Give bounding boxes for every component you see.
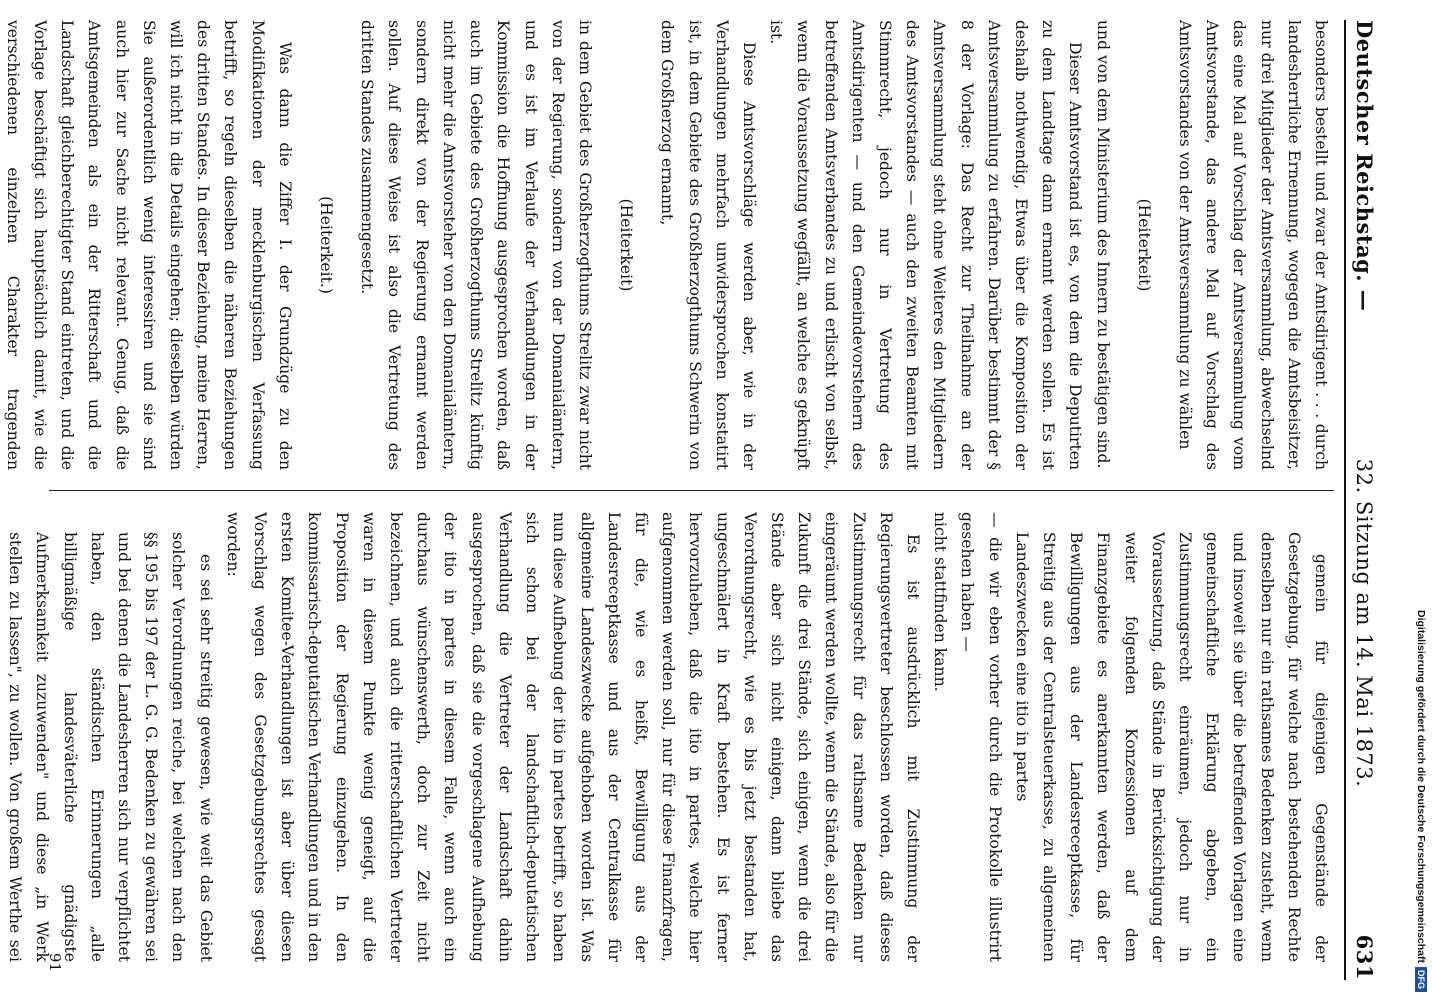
running-head bbox=[1344, 20, 1384, 980]
paragraph: (Heiterkeit) bbox=[1134, 198, 1153, 292]
paragraph: (Heiterkeit.) bbox=[317, 196, 336, 294]
paragraph: Dieser Amtsvorstand ist es, von dem die Deputirten zu dem Landtage dann ernannt werden sollen. Es ist deshalb nothwendig, Etwas über die Komposition der Amtsversammlung zu erfahren. Darüber bestimmt der § 8 der Vorlage: Das Recht zur Theilnahme an der Amtsversammlung steht ohne Weiteres den Mitgliedern des Amtsvorstandes — auch den zweiten Beamten mit Stimmrecht, jedoch nur in Vertretung des Amtsdirigenten — und den Gemeindevorstehern des betreffenden Amtsverbandes zu und erlischt von selbst, wenn die Voraussetzung wegfällt, an welche es geknüpft ist. bbox=[767, 20, 1085, 470]
paragraph: in dem Gebiet des Großherzogthums Strelitz zwar nicht von der Regierung, sondern von der Domanialämtern, und es ist im Verlaufe der Verhandlungen in der Kommission die Hoffnung ausgesprochen worden, daß auch im Gebiete des Großherzogthums Strelitz künftig nicht mehr die Amtsvorsteher von den Domanialämtern, sondern direkt von der Regierung ernannt werden sollen. Auf diese Weise ist also die Vertretung des dritten Standes zusammengesetzt. bbox=[358, 20, 594, 470]
paragraph: es sei sehr streitig gewesen, wie weit das Gebiet solcher Verordnungen reiche, bei welchen nach den §§ 195 bis 197 der L. G. G. Bedenken zu gewähren sei und bei denen die Landesherren sich nur verpflichtet haben, den ständischen Erinnerungen „alle billigmäßige landesväterliche gnädigste Aufmerksamkeit zuzuwenden" und diese „in Werk stellen zu lassen", zu wollen. Von großem Werthe sei bbox=[6, 532, 215, 962]
paragraph: — die wir eben vorher durch die Protokolle illustrirt gesehen haben — bbox=[958, 512, 1004, 962]
paragraph: Es ist ausdrücklich mit Zustimmung der Regierungsvertreter beschlossen worden, daß dieses Zustimmungsrecht für das rathsame Bedenken nur eingeräumt werden wollte, wenn die Stände, also für die Zukunft die drei Stände, sich einigen, wenn die drei Stände aber sich nicht einigen, dann bliebe das Verordnungsrecht, wie es bis jetzt bestanden hat, ungeschmälert in Kraft bestehen. Es ist ferner hervorzuheben, daß die itio in partes, welche hier aufgenommen werden soll, nur für diese Finanzfragen, für die, wie es heißt, Bewilligung aus der Landesreceptkasse und aus der Centralkasse für allgemeine Landeszwecke aufgehoben worden ist. Was nun diese Aufhebung der itio in partes betrifft, so haben sich schon bei der landschaftlich-deputatischen Verhandlung die Vertreter der Landschaft dahin ausgesprochen, daß sie die vorgeschlagene Aufhebung der itio in partes in diesem Falle, wenn auch ein durchaus wünschenswerth, doch zur Zeit nicht bezeichnen, und auch die ritterschaftlichen Vertreter waren in diesem Punkte wenig geneigt, auf die Proposition der Regierung einzugehen. In den kommissarisch-deputatischen Verhandlungen und in den ersten Komitee-Verhandlungen ist aber über diesen Vorschlag wegen des Gesetzgebungsrechtes gesagt worden: bbox=[223, 512, 922, 962]
attribution-text: Digitalisierung gefördert durch die Deutsche Forschungsgemeinschaft bbox=[1415, 610, 1427, 963]
paragraph: nicht stattfinden kann. bbox=[931, 512, 950, 692]
running-head-session: 32. Sitzung am 14. Mai 1873. bbox=[1352, 458, 1376, 788]
paragraph: besonders bestellt und zwar der Amtsdirigent . . . durch landesherrliche Ernennung, wogegen die Amtsbeisitzer, nur drei Mitglieder der Amtsversammlung, abwechselnd das eine Mal auf Vorschlag der Amtsversammlung vom Amtsvorstande, das andere Mal auf Vorschlag des Amtsvorstandes von der Amtsversammlung zu wählen bbox=[1175, 20, 1330, 470]
paragraph: (Heiterkeit) bbox=[617, 198, 636, 292]
paragraph: Was dann die Ziffer I. der Grundzüge zu den Modifikationen der mecklenburgischen Verfassung betrifft, so regeln dieselben die näheren Beziehungen des dritten Standes. In dieser Beziehung, meine Herren, will ich nicht in die Details eingehen; dieselben würden Sie außerordentlich wenig interessiren und sie sind auch hier zur Sache nicht relevant. Genug, daß die Amtsgemeinden als ein der Ritterschaft und die Landschaft gleichberechtigter Stand eintreten, und die Vorlage beschäftigt sich hauptsächlich damit, wie die verschiedenen einzelnen Charakter tragenden bbox=[3, 20, 294, 470]
left-column bbox=[3, 20, 1334, 470]
column-divider bbox=[49, 490, 1334, 491]
paragraph: Diese Amtsvorschläge werden aber, wie in der Verhandlungen mehrfach unwidersprochen konstatirt ist, in dem Gebiete des Großherzogthums Schwerin von dem Großherzog ernannt, bbox=[658, 20, 758, 470]
attribution-text-wrap bbox=[1410, 0, 1432, 1000]
running-head-left: Deutscher Reichstag. — bbox=[1352, 20, 1377, 312]
rotated-page bbox=[3, 20, 1384, 980]
signature-mark: 91 bbox=[46, 952, 64, 972]
paragraph: und von dem Ministerium des Innern zu bestätigen sind. bbox=[1093, 20, 1112, 469]
dfg-logo: DFG bbox=[1415, 967, 1427, 992]
page-number: 631 bbox=[1352, 934, 1377, 980]
scanned-page-area bbox=[3, 8, 1400, 992]
attribution-strip bbox=[1410, 0, 1432, 1000]
paragraph: gemein für diejenigen Gegenstände der Gesetzgebung, für welche nach bestehenden Rechte denselben nur ein rathsames Bedenken zusteht, wenn und insoweit sie über die betreffenden Vorlagen eine gemeinschaftliche Erklärung abgeben, ein Zustimmungsrecht einräumen, jedoch nur in Voraussetzung, daß Stände in Berücksichtigung der weiter folgenden Konzessionen auf dem Finanzgebiete es anerkannten werden, daß der Bewilligungen aus der Landesreceptkasse, für Streitig aus der Centralsteuerkasse, zu allgemeinen Landeszwecken eine itio in partes bbox=[1012, 532, 1330, 962]
